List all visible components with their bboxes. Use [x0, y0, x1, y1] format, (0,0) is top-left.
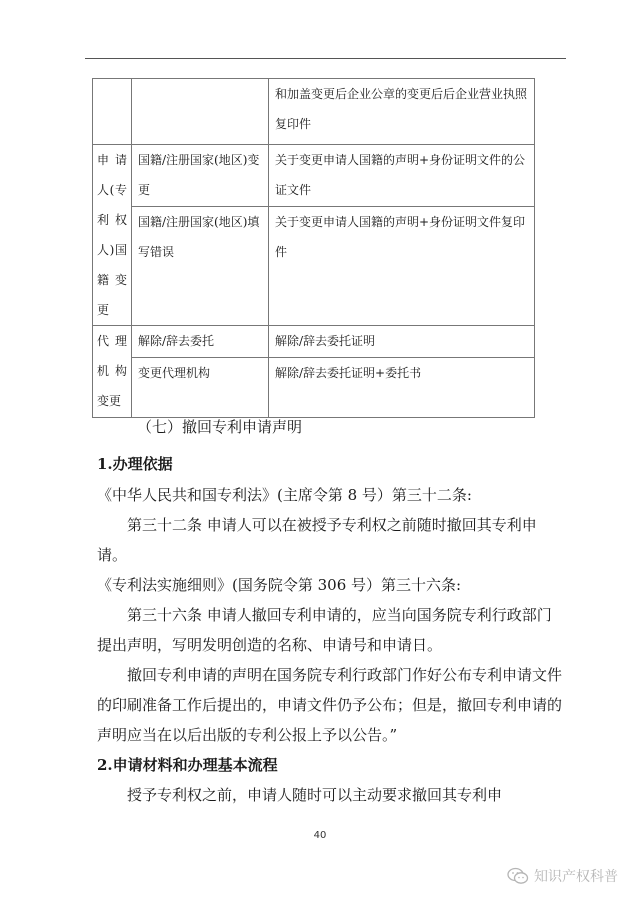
- paragraph-law-citation: 《中华人民共和国专利法》(主席令第 8 号）第三十二条:: [97, 486, 472, 504]
- category-text: 代理机构变更: [97, 334, 127, 408]
- table-cell-item: [132, 145, 269, 207]
- wechat-icon: [507, 867, 529, 885]
- materials-text: 关于变更申请人国籍的声明+身份证明文件复印件: [275, 214, 526, 259]
- materials-text: 解除/辞去委托证明: [275, 334, 376, 348]
- item-text: 国籍/注册国家(地区)填写错误: [138, 214, 260, 259]
- table-cell-materials: [269, 206, 535, 325]
- heading-basis: 1.办理依据: [97, 455, 173, 473]
- table-cell-item: [132, 326, 269, 358]
- table-cell-item: [132, 79, 269, 145]
- paragraph-article-36: 第三十六条 申请人撤回专利申请的，应当向国务院专利行政部门提出声明，写明发明创造的名称、申请号和申请日。: [97, 606, 552, 654]
- paragraph-article-32: 第三十二条 申请人可以在被授予专利权之前随时撤回其专利申请。: [97, 516, 537, 564]
- heading-materials-process: 2.申请材料和办理基本流程: [97, 756, 278, 774]
- section-title: （七）撤回专利申请声明: [137, 418, 303, 436]
- table-cell-category: [93, 79, 132, 145]
- materials-text: 和加盖变更后企业公章的变更后后企业营业执照复印件: [275, 87, 528, 131]
- table-cell-item: [132, 358, 269, 418]
- item-text: 变更代理机构: [138, 366, 211, 380]
- paragraph-withdraw-process: 授予专利权之前，申请人随时可以主动要求撤回其专利申: [127, 786, 503, 804]
- table-row: [93, 206, 535, 325]
- table-cell-materials: [269, 79, 535, 145]
- table-cell-materials: [269, 358, 535, 418]
- table-cell-category: [93, 145, 132, 326]
- category-text: 申请人(专利权人)国籍变更: [97, 153, 127, 317]
- table-row: [93, 358, 535, 418]
- materials-text: 解除/辞去委托证明+委托书: [275, 366, 422, 380]
- item-text: 解除/辞去委托: [138, 334, 215, 348]
- header-rule: [85, 58, 566, 59]
- page-number: 40: [313, 830, 327, 841]
- paragraph-publication-note: 撤回专利申请的声明在国务院专利行政部门作好公布专利申请文件的印刷准备工作后提出的，申请文件仍予公布；但是，撤回专利申请的声明应当在以后出版的专利公报上予以公告。”: [97, 666, 563, 744]
- watermark: [507, 864, 618, 888]
- table-cell-materials: [269, 326, 535, 358]
- change-items-table: [92, 78, 535, 418]
- materials-text: 关于变更申请人国籍的声明+身份证明文件的公证文件: [275, 153, 526, 197]
- table-row: [93, 145, 535, 207]
- item-text: 国籍/注册国家(地区)变更: [138, 153, 260, 197]
- paragraph-rules-citation: 《专利法实施细则》(国务院令第 306 号）第三十六条:: [97, 576, 462, 594]
- table-row: [93, 79, 535, 145]
- table-cell-item: [132, 206, 269, 325]
- watermark-text: 知识产权科普: [534, 869, 618, 885]
- table-row: [93, 326, 535, 358]
- table-cell-category: [93, 326, 132, 418]
- table-cell-materials: [269, 145, 535, 207]
